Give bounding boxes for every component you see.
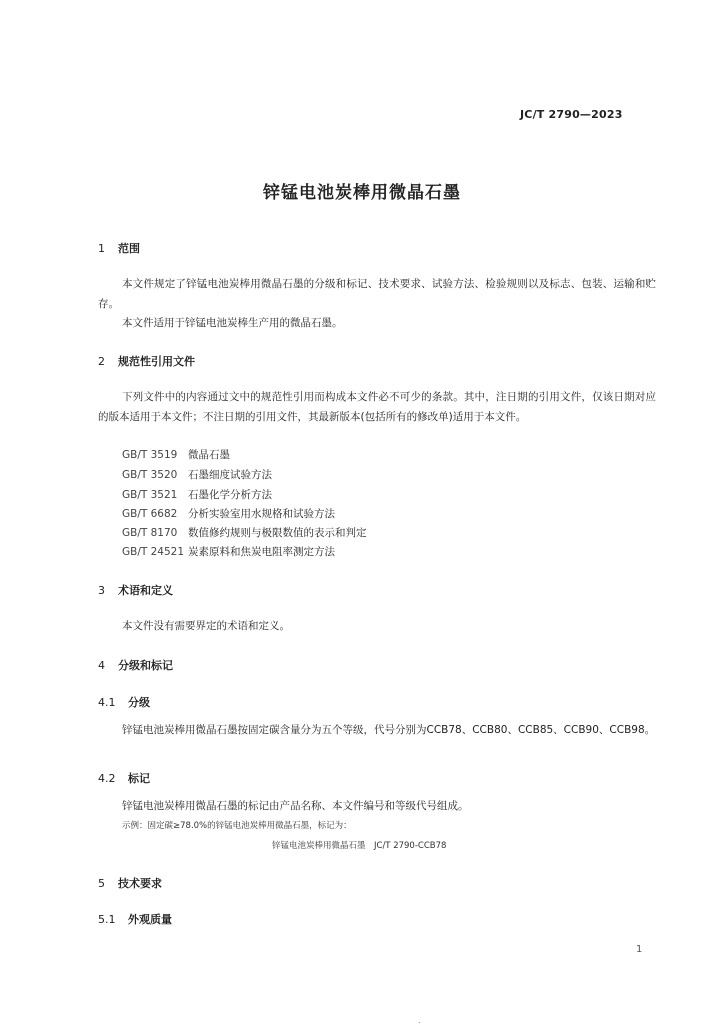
reference-name: 炭素原料和焦炭电阻率测定方法 (188, 546, 335, 558)
reference-item (122, 487, 272, 502)
reference-item (122, 467, 272, 482)
document-title: 锌锰电池炭棒用微晶石墨 (263, 183, 461, 203)
standard-code: JC/T 2790—2023 (520, 108, 623, 121)
reference-item (122, 525, 367, 540)
section-number: 3 (98, 584, 105, 597)
subsection-title: 外观质量 (128, 913, 172, 926)
section-4-1-paragraph: 锌锰电池炭棒用微晶石墨按固定碳含量分为五个等级，代号分别为CCB78、CCB80、CCB85、CCB90、CCB98。 (122, 724, 656, 736)
footer-mark: . (418, 1016, 421, 1025)
example-marking: 锌锰电池炭棒用微晶石墨 JC/T 2790-CCB78 (272, 841, 447, 851)
section-2-paragraph-1: 下列文件中的内容通过文中的规范性引用而构成本文件必不可少的条款。其中，注日期的引用文件，仅该日期对应的版本适用于本文件；不注日期的引用文件，其最新版本(包括所有的修改单)适用于本文件。 (98, 391, 656, 423)
section-number: 5 (98, 877, 105, 890)
section-5-heading (98, 875, 162, 891)
section-1-paragraph-1: 本文件规定了锌锰电池炭棒用微晶石墨的分级和标记、技术要求、试验方法、检验规则以及标志、包装、运输和贮存。 (98, 278, 656, 310)
reference-name: 数值修约规则与极限数值的表示和判定 (188, 527, 367, 539)
reference-name: 微晶石墨 (188, 449, 230, 461)
section-title: 范围 (118, 242, 140, 255)
reference-code: GB/T 3521 (122, 489, 178, 501)
subsection-number: 4.1 (98, 696, 116, 709)
subsection-title: 标记 (128, 772, 150, 785)
reference-code: GB/T 24521 (122, 546, 185, 558)
subsection-number: 5.1 (98, 913, 116, 926)
section-number: 1 (98, 242, 105, 255)
example-note: 示例：固定碳≥78.0%的锌锰电池炭棒用微晶石墨，标记为： (122, 821, 352, 831)
section-1-paragraph-2: 本文件适用于锌锰电池炭棒生产用的微晶石墨。 (122, 317, 343, 329)
subsection-number: 4.2 (98, 772, 116, 785)
section-4-heading (98, 657, 173, 673)
reference-code: GB/T 8170 (122, 527, 178, 539)
section-4-2-paragraph: 锌锰电池炭棒用微晶石墨的标记由产品名称、本文件编号和等级代号组成。 (122, 800, 469, 812)
section-1-heading (98, 240, 140, 256)
section-number: 4 (98, 659, 105, 672)
section-title: 分级和标记 (118, 659, 173, 672)
section-4-1-heading (98, 694, 150, 710)
section-5-1-heading (98, 911, 172, 927)
section-3-heading (98, 582, 173, 598)
reference-code: GB/T 3519 (122, 449, 178, 461)
reference-name: 石墨化学分析方法 (188, 489, 272, 501)
reference-code: GB/T 3520 (122, 469, 178, 481)
reference-item (122, 544, 335, 559)
reference-name: 石墨细度试验方法 (188, 469, 272, 481)
section-2-heading (98, 353, 195, 369)
reference-name: 分析实验室用水规格和试验方法 (188, 508, 335, 520)
reference-code: GB/T 6682 (122, 508, 178, 520)
section-number: 2 (98, 355, 105, 368)
section-4-2-heading (98, 770, 150, 786)
section-title: 术语和定义 (118, 584, 173, 597)
section-title: 技术要求 (118, 877, 162, 890)
reference-item (122, 506, 335, 521)
page-number: 1 (636, 944, 643, 955)
section-title: 规范性引用文件 (118, 355, 195, 368)
subsection-title: 分级 (128, 696, 150, 709)
section-3-paragraph-1: 本文件没有需要界定的术语和定义。 (122, 620, 290, 632)
reference-item (122, 447, 230, 462)
